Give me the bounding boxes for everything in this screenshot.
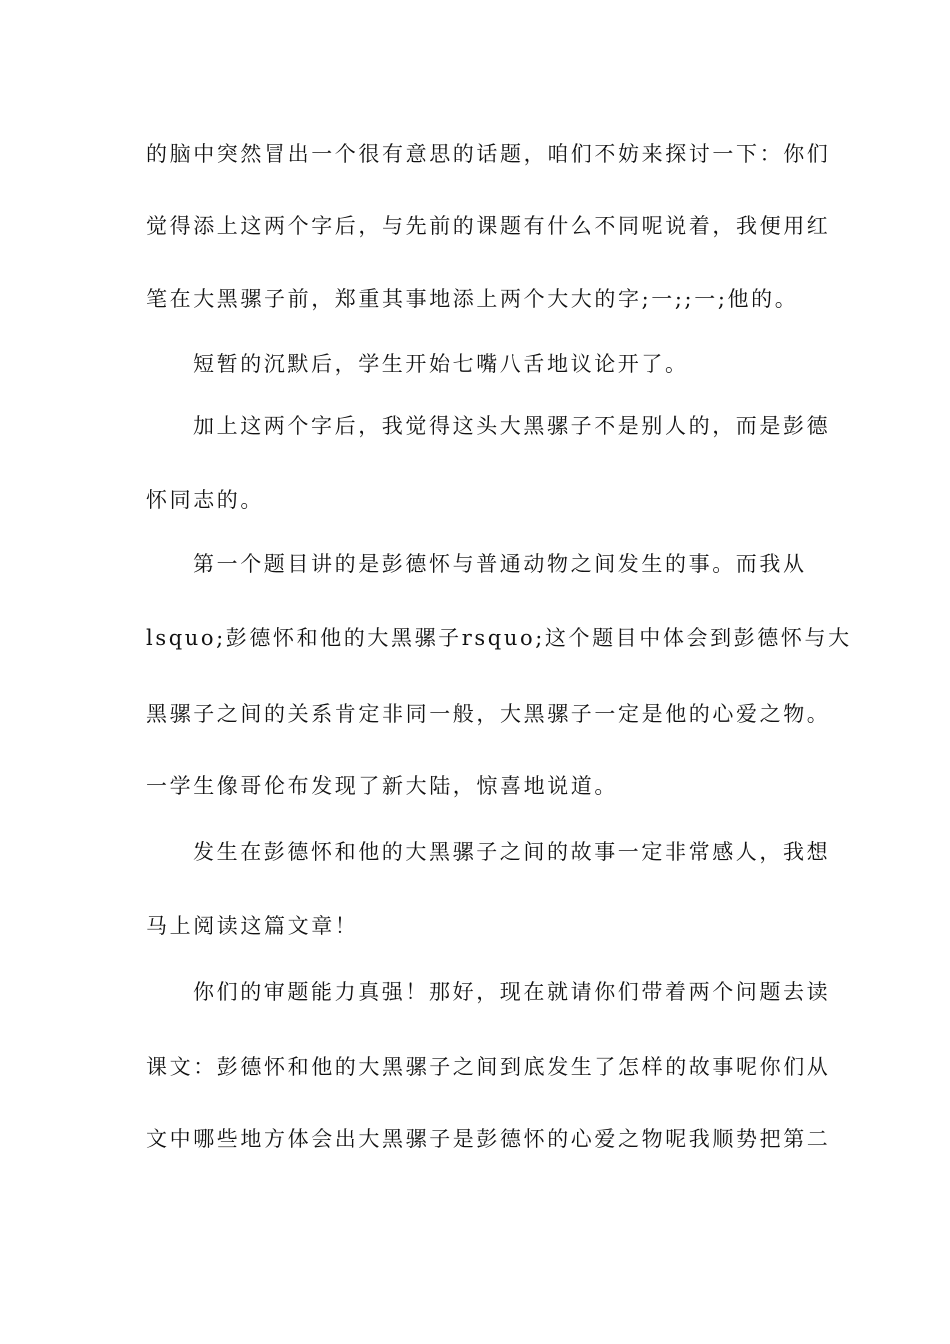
text-line: 发生在彭德怀和他的大黑骡子之间的故事一定非常感人，我想 bbox=[193, 840, 831, 864]
text-line: 你们的审题能力真强！那好，现在就请你们带着两个问题去读 bbox=[193, 980, 831, 1004]
text-line: 马上阅读这篇文章！ bbox=[146, 914, 359, 938]
text-line: lsquo;彭德怀和他的大黑骡子rsquo;这个题目中体会到彭德怀与大 bbox=[146, 626, 852, 650]
text-line: 课文：彭德怀和他的大黑骡子之间到底发生了怎样的故事呢你们从 bbox=[146, 1055, 831, 1079]
text-line: 黑骡子之间的关系肯定非同一般，大黑骡子一定是他的心爱之物。 bbox=[146, 702, 831, 726]
text-line: 一学生像哥伦布发现了新大陆，惊喜地说道。 bbox=[146, 774, 618, 798]
text-line: 第一个题目讲的是彭德怀与普通动物之间发生的事。而我从 bbox=[193, 552, 807, 576]
text-line: 笔在大黑骡子前，郑重其事地添上两个大大的字;一;;一;他的。 bbox=[146, 287, 799, 311]
text-line: 觉得添上这两个字后，与先前的课题有什么不同呢说着，我便用红 bbox=[146, 214, 831, 238]
text-line: 短暂的沉默后，学生开始七嘴八舌地议论开了。 bbox=[193, 352, 689, 376]
text-line: 的脑中突然冒出一个很有意思的话题，咱们不妨来探讨一下：你们 bbox=[146, 142, 831, 166]
text-line: 加上这两个字后，我觉得这头大黑骡子不是别人的，而是彭德 bbox=[193, 414, 831, 438]
text-line: 文中哪些地方体会出大黑骡子是彭德怀的心爱之物呢我顺势把第二 bbox=[146, 1127, 831, 1151]
text-line: 怀同志的。 bbox=[146, 488, 264, 512]
